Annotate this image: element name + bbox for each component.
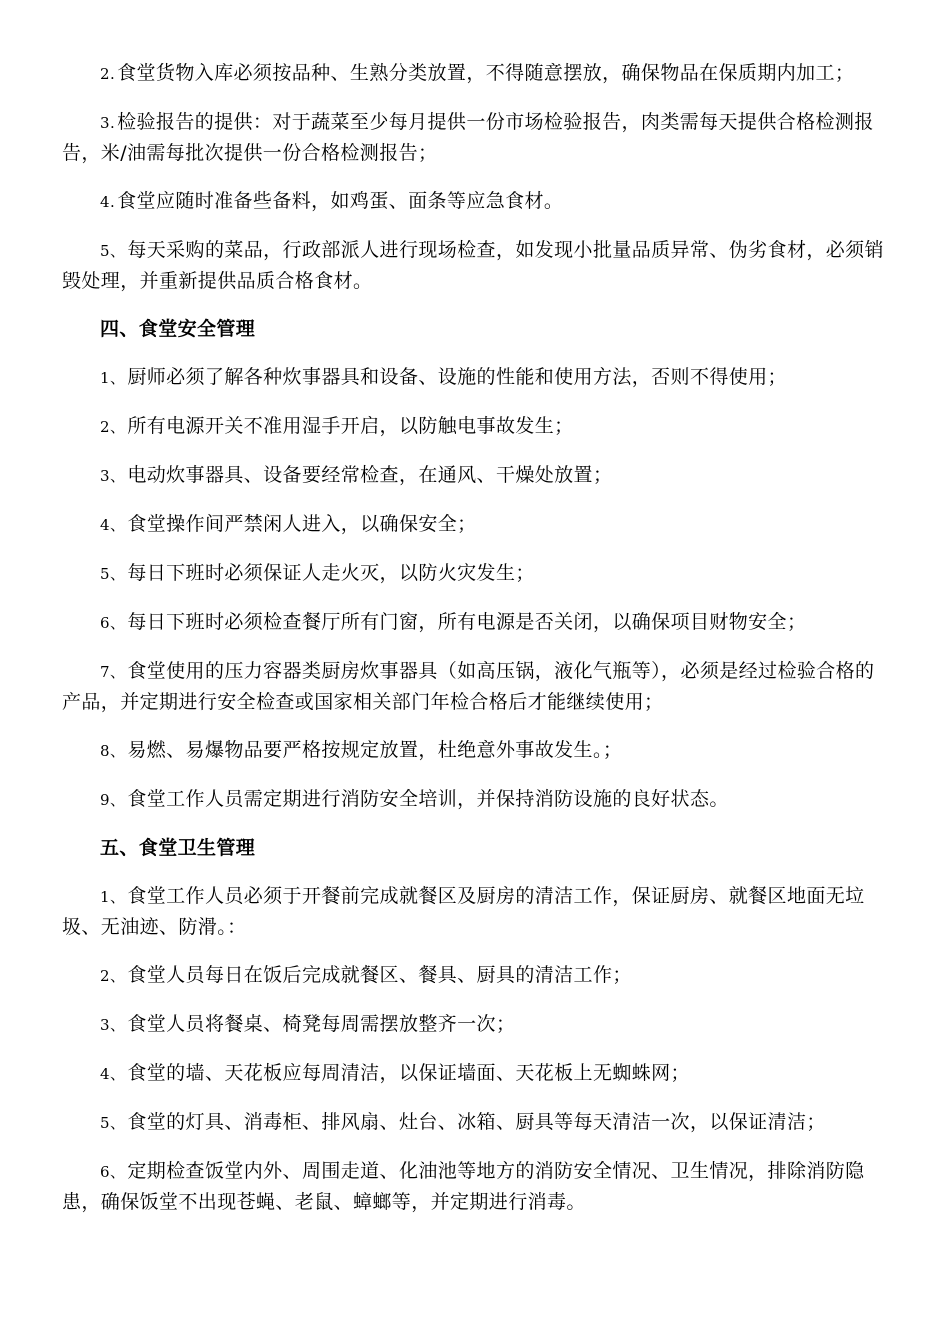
list-item <box>62 186 886 217</box>
list-item <box>62 1058 886 1089</box>
list-item <box>62 362 886 393</box>
item-number: 8、 <box>100 742 126 760</box>
item-number: 5、 <box>100 242 126 260</box>
item-number: 2、 <box>100 967 126 985</box>
list-item <box>62 784 886 815</box>
list-item <box>62 107 886 168</box>
list-item <box>62 607 886 638</box>
item-number: 3. <box>100 114 116 132</box>
item-text: 食堂的墙、天花板应每周清洁，以保证墙面、天花板上无蜘蛛网； <box>127 1062 690 1084</box>
item-number: 2. <box>100 65 116 83</box>
list-item <box>62 1107 886 1138</box>
list-item <box>62 881 886 942</box>
item-number: 7、 <box>100 663 126 681</box>
item-text: 所有电源开关不准用湿手开启，以防触电事故发生； <box>127 415 574 437</box>
item-number: 5、 <box>100 1114 126 1132</box>
item-text: 食堂货物入库必须按品种、生熟分类放置，不得随意摆放，确保物品在保质期内加工； <box>117 62 855 84</box>
item-number: 9、 <box>100 791 126 809</box>
item-text: 食堂的灯具、消毒柜、排风扇、灶台、冰箱、厨具等每天清洁一次，以保证清洁； <box>127 1111 826 1133</box>
list-item <box>62 960 886 991</box>
item-number: 6、 <box>100 1163 126 1181</box>
item-text: 检验报告的提供：对于蔬菜至少每月提供一份市场检验报告，肉类需每天提供合格检测报告，米/油需每批次提供一份合格检测报告； <box>62 111 874 164</box>
item-number: 3、 <box>100 1016 126 1034</box>
list-item <box>62 58 886 89</box>
item-text: 每天采购的菜品，行政部派人进行现场检查，如发现小批量品质异常、伪劣食材，必须销毁处理，并重新提供品质合格食材。 <box>62 239 884 292</box>
item-number: 1、 <box>100 369 126 387</box>
list-item <box>62 735 886 766</box>
list-item <box>62 1009 886 1040</box>
item-number: 4、 <box>100 1065 126 1083</box>
list-item <box>62 656 886 717</box>
item-text: 每日下班时必须检查餐厅所有门窗，所有电源是否关闭，以确保项目财物安全； <box>127 611 807 633</box>
section-heading: 四、食堂安全管理 <box>100 318 256 340</box>
item-number: 1、 <box>100 888 126 906</box>
list-item <box>62 235 886 296</box>
item-text: 厨师必须了解各种炊事器具和设备、设施的性能和使用方法，否则不得使用； <box>127 366 787 388</box>
item-number: 5、 <box>100 565 126 583</box>
list-item <box>62 1156 886 1217</box>
item-text: 食堂人员将餐桌、椅凳每周需摆放整齐一次； <box>127 1013 516 1035</box>
item-number: 4. <box>100 193 116 211</box>
list-item <box>62 460 886 491</box>
item-number: 4、 <box>100 516 126 534</box>
item-text: 电动炊事器具、设备要经常检查，在通风、干燥处放置； <box>127 464 613 486</box>
item-number: 2、 <box>100 418 126 436</box>
list-item <box>62 558 886 589</box>
item-text: 定期检查饭堂内外、周围走道、化油池等地方的消防安全情况、卫生情况，排除消防隐患，确保饭堂不出现苍蝇、老鼠、蟑螂等，并定期进行消毒。 <box>62 1160 865 1213</box>
section-heading: 五、食堂卫生管理 <box>100 837 256 859</box>
item-text: 食堂使用的压力容器类厨房炊事器具（如高压锅，液化气瓶等），必须是经过检验合格的产品，并定期进行安全检查或国家相关部门年检合格后才能继续使用； <box>62 660 875 713</box>
item-text: 易燃、易爆物品要严格按规定放置，杜绝意外事故发生。； <box>127 739 623 761</box>
item-text: 食堂工作人员需定期进行消防安全培训，并保持消防设施的良好状态。 <box>127 788 729 810</box>
item-number: 6、 <box>100 614 126 632</box>
item-text: 食堂应随时准备些备料，如鸡蛋、面条等应急食材。 <box>117 190 564 212</box>
item-text: 食堂人员每日在饭后完成就餐区、餐具、厨具的清洁工作； <box>127 964 632 986</box>
item-number: 3、 <box>100 467 126 485</box>
item-text: 食堂操作间严禁闲人进入，以确保安全； <box>127 513 477 535</box>
list-item <box>62 411 886 442</box>
item-text: 每日下班时必须保证人走火灭，以防火灾发生； <box>127 562 535 584</box>
list-item <box>62 509 886 540</box>
item-text: 食堂工作人员必须于开餐前完成就餐区及厨房的清洁工作，保证厨房、就餐区地面无垃圾、无油迹、防滑。： <box>62 885 865 938</box>
